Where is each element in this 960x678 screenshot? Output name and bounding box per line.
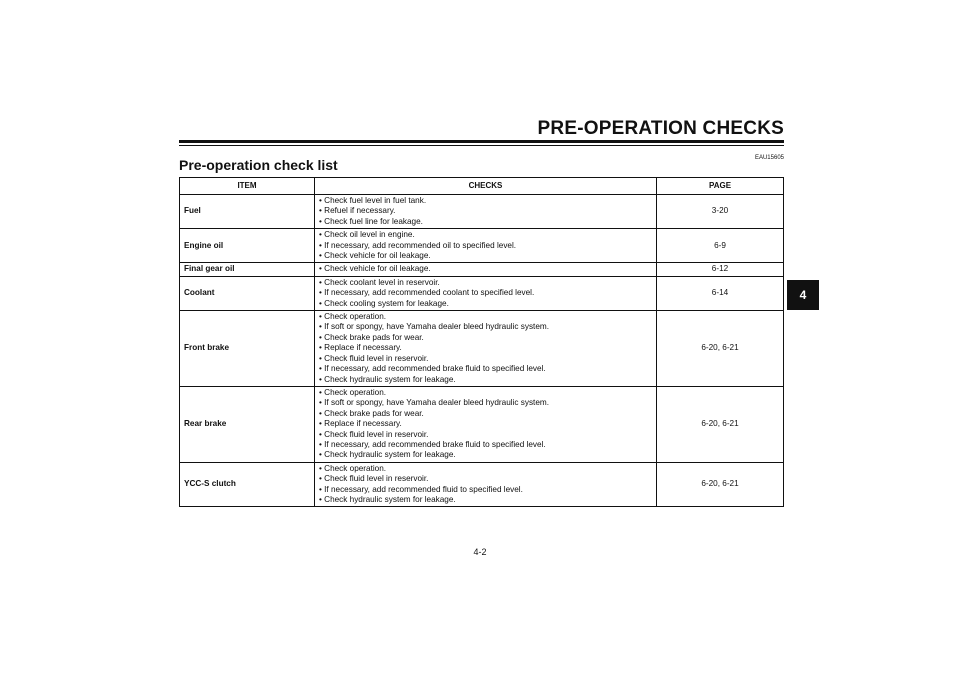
table-row	[180, 311, 784, 387]
check-bullet-item: • Check hydraulic system for leakage.	[319, 450, 652, 460]
check-bullet-item: • Check oil level in engine.	[319, 230, 652, 240]
column-header-item: ITEM	[180, 178, 315, 195]
check-bullet-item: • Check coolant level in reservoir.	[319, 278, 652, 288]
check-item-name: Coolant	[180, 276, 315, 310]
check-list-cell	[315, 263, 657, 276]
check-bullet-item: • Check fuel level in fuel tank.	[319, 196, 652, 206]
check-item-name: Engine oil	[180, 229, 315, 263]
check-item-name: YCC-S clutch	[180, 462, 315, 507]
table-row	[180, 386, 784, 462]
page-reference: 6-20, 6-21	[657, 311, 784, 387]
check-bullet-item: • Check operation.	[319, 312, 652, 322]
check-list-cell	[315, 229, 657, 263]
check-bullet-item: • Check fluid level in reservoir.	[319, 354, 652, 364]
check-list-cell	[315, 462, 657, 507]
check-bullet-item: • Refuel if necessary.	[319, 206, 652, 216]
table-row	[180, 263, 784, 276]
column-header-checks: CHECKS	[315, 178, 657, 195]
pre-operation-check-table	[179, 177, 784, 507]
check-item-name: Final gear oil	[180, 263, 315, 276]
column-header-page: PAGE	[657, 178, 784, 195]
table-row	[180, 195, 784, 229]
check-item-name: Fuel	[180, 195, 315, 229]
check-bullet-item: • If necessary, add recommended oil to specified level.	[319, 241, 652, 251]
check-bullet-item: • Check fluid level in reservoir.	[319, 430, 652, 440]
check-bullet-item: • Check operation.	[319, 464, 652, 474]
check-bullet-item: • If necessary, add recommended brake fluid to specified level.	[319, 440, 652, 450]
page-reference: 3-20	[657, 195, 784, 229]
check-list-cell	[315, 311, 657, 387]
check-item-name: Front brake	[180, 311, 315, 387]
chapter-tab: 4	[787, 280, 819, 310]
check-bullet-item: • If soft or spongy, have Yamaha dealer bleed hydraulic system.	[319, 322, 652, 332]
check-bullet-item: • Check hydraulic system for leakage.	[319, 375, 652, 385]
check-bullet-item: • Check operation.	[319, 388, 652, 398]
check-item-name: Rear brake	[180, 386, 315, 462]
section-title: Pre-operation check list	[179, 157, 338, 173]
check-bullet-item: • If necessary, add recommended fluid to specified level.	[319, 485, 652, 495]
reference-code: EAU15605	[754, 155, 784, 161]
check-bullet-item: • Check vehicle for oil leakage.	[319, 251, 652, 261]
check-bullet-item: • Check fuel line for leakage.	[319, 217, 652, 227]
check-bullet-item: • Check fluid level in reservoir.	[319, 474, 652, 484]
check-bullet-item: • Replace if necessary.	[319, 343, 652, 353]
header-rule-thin	[179, 145, 784, 146]
table-row	[180, 229, 784, 263]
page-reference: 6-12	[657, 263, 784, 276]
page-reference: 6-9	[657, 229, 784, 263]
page-header-title: PRE-OPERATION CHECKS	[537, 118, 784, 139]
page-number: 4-2	[473, 547, 487, 557]
table-row	[180, 462, 784, 507]
check-bullet-item: • Check cooling system for leakage.	[319, 299, 652, 309]
check-bullet-item: • Replace if necessary.	[319, 419, 652, 429]
check-bullet-item: • Check hydraulic system for leakage.	[319, 495, 652, 505]
check-bullet-item: • Check brake pads for wear.	[319, 333, 652, 343]
check-list-cell	[315, 386, 657, 462]
check-list-cell	[315, 276, 657, 310]
header-rule-thick	[179, 140, 784, 143]
check-bullet-item: • If soft or spongy, have Yamaha dealer bleed hydraulic system.	[319, 398, 652, 408]
check-bullet-item: • If necessary, add recommended coolant to specified level.	[319, 288, 652, 298]
page-reference: 6-20, 6-21	[657, 462, 784, 507]
check-list-cell	[315, 195, 657, 229]
table-header-row	[180, 178, 784, 195]
check-bullet-item: • Check brake pads for wear.	[319, 409, 652, 419]
page-reference: 6-20, 6-21	[657, 386, 784, 462]
table-row	[180, 276, 784, 310]
check-bullet-item: • Check vehicle for oil leakage.	[319, 264, 652, 274]
check-bullet-item: • If necessary, add recommended brake fluid to specified level.	[319, 364, 652, 374]
page-reference: 6-14	[657, 276, 784, 310]
